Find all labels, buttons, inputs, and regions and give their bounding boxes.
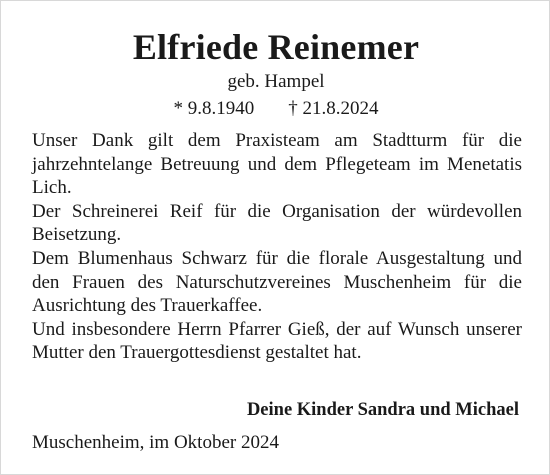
thanks-paragraph-medical: Unser Dank gilt dem Praxisteam am Stadtturm für die jahrzehntelange Betreuung und dem Pflegeteam im Menetatis Lich. bbox=[32, 130, 522, 199]
thank-you-text bbox=[32, 129, 522, 365]
birth-date: * 9.8.1940 bbox=[173, 98, 255, 119]
place-and-date: Muschenheim, im Oktober 2024 bbox=[32, 432, 279, 453]
thanks-paragraph-carpentry: Der Schreinerei Reif für die Organisation der würdevollen Beisetzung. bbox=[32, 200, 522, 246]
deceased-name: Elfriede Reinemer bbox=[132, 27, 420, 67]
thanks-paragraph-pastor: Und insbesondere Herrn Pfarrer Gieß, der auf Wunsch unserer Mutter den Trauergottesdienst gestaltet hat. bbox=[32, 318, 522, 364]
signature: Deine Kinder Sandra und Michael bbox=[246, 400, 519, 420]
thanks-paragraph-florist: Dem Blumenhaus Schwarz für die florale Ausgestaltung und den Frauen des Naturschutzvereines Muschenheim für die Ausrichtung des Trauerkaffee. bbox=[32, 247, 522, 317]
birth-name: geb. Hampel bbox=[227, 71, 325, 92]
life-dates bbox=[1, 97, 550, 121]
death-date: † 21.8.2024 bbox=[288, 98, 379, 119]
